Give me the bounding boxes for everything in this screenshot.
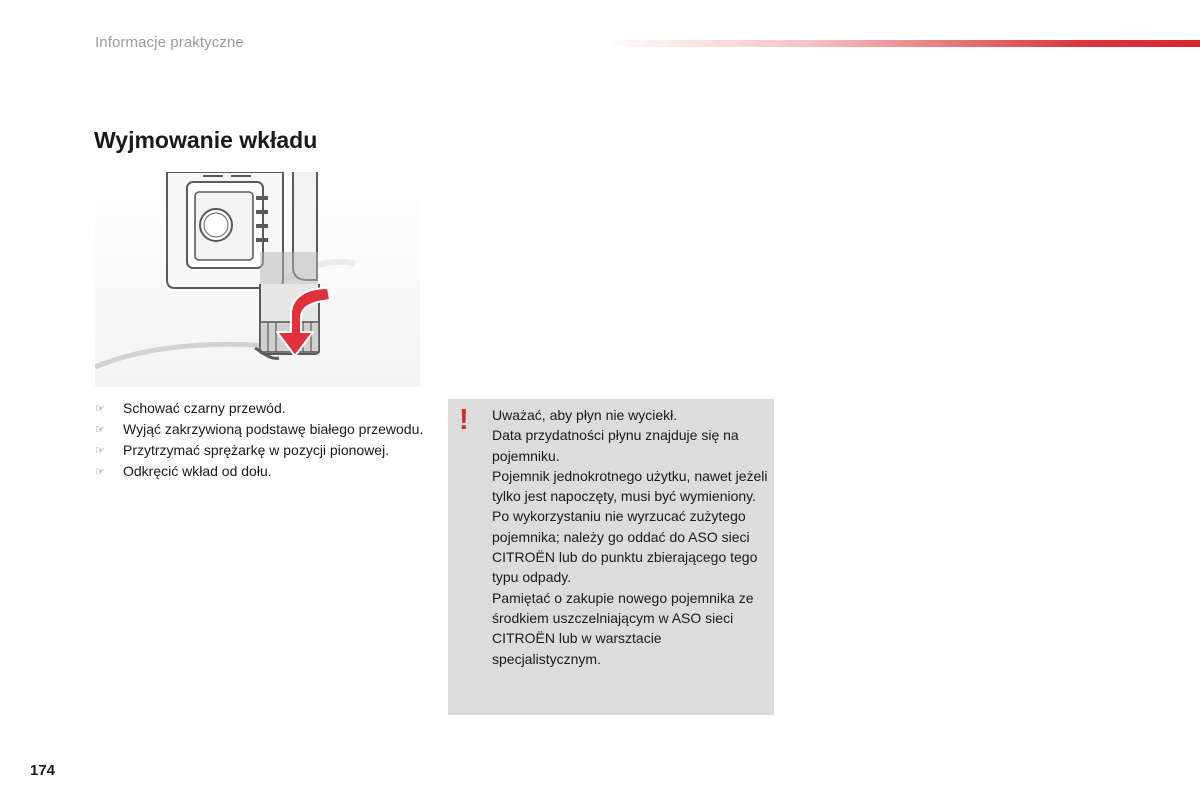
- list-item: [95, 419, 430, 440]
- header-accent-bar: [600, 40, 1200, 47]
- section-title: Informacje praktyczne: [95, 34, 244, 51]
- step-text: Odkręcić wkład od dołu.: [123, 463, 272, 479]
- warning-paragraph: Pamiętać o zakupie nowego pojemnika ze środkiem uszczelniającym w ASO sieci CITROËN lub w warsztacie specjalistycznym.: [492, 589, 754, 667]
- warning-paragraph: Data przydatności płynu znajduje się na pojemniku.: [492, 427, 739, 464]
- warning-paragraph: Pojemnik jednokrotnego użytku, nawet jeżeli tylko jest napoczęty, musi być wymieniony.: [492, 467, 768, 505]
- warning-box: [448, 399, 774, 715]
- pointing-hand-icon: ☞: [95, 466, 105, 478]
- exclamation-icon: !: [459, 404, 469, 436]
- instruction-steps: [95, 398, 430, 482]
- step-text: Wyjąć zakrzywioną podstawę białego przewodu.: [123, 421, 424, 437]
- page-heading: Wyjmowanie wkładu: [94, 127, 318, 153]
- warning-paragraph: Uważać, aby płyn nie wyciekł.: [492, 407, 678, 423]
- list-item: [95, 440, 430, 461]
- step-text: Schować czarny przewód.: [123, 400, 286, 416]
- warning-text: [492, 405, 770, 669]
- list-item: [95, 461, 430, 482]
- pointing-hand-icon: ☞: [95, 403, 105, 415]
- page-number: 174: [30, 762, 56, 779]
- step-text: Przytrzymać sprężarkę w pozycji pionowej.: [123, 442, 390, 458]
- pointing-hand-icon: ☞: [95, 445, 105, 457]
- list-item: [95, 398, 430, 419]
- cartridge-removal-illustration: [95, 172, 420, 387]
- pointing-hand-icon: ☞: [95, 424, 105, 436]
- warning-paragraph: Po wykorzystaniu nie wyrzucać zużytego pojemnika; należy go oddać do ASO sieci CITROËN lub do punktu zbierającego tego typu odpady.: [492, 508, 758, 586]
